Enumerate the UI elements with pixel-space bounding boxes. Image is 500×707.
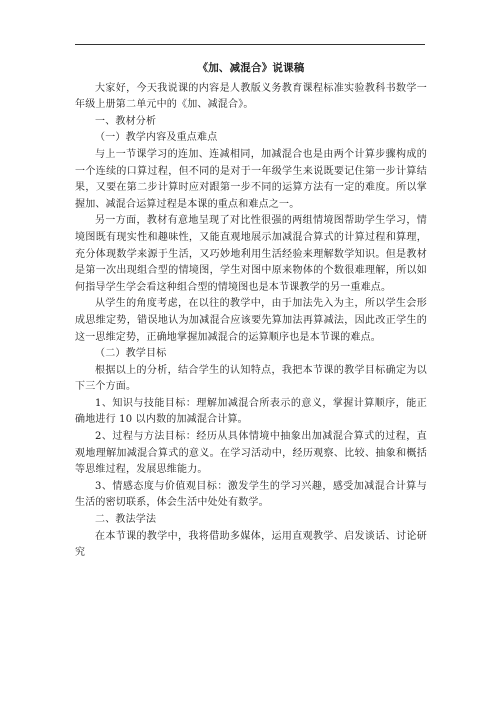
document-body (75, 60, 427, 562)
document-title: 《加、减混合》说课稿 (197, 62, 305, 74)
subsection-heading-content-focus: （一）教学内容及重点难点 (95, 132, 218, 144)
section-heading-methods: 二、教法学法 (95, 514, 157, 526)
section-heading-textbook-analysis: 一、教材分析 (95, 115, 157, 127)
paragraph-content-2: 另一方面，教材有意地呈现了对比性很强的两组情境图帮助学生学习，情境图既有现实性和趣味性，又能直观地展示加减混合算式的计算过程和算理，充分体现数学来源于生活，又巧妙地利用生活经验来理解数学知识。但是教材是第一次出现组合型的情境图，学生对图中原来物体的个数很难理解，所以如何指导学生学会看这种组合型的情境图也是本节课教学的另一重难点。 (75, 215, 427, 293)
paragraph-methods: 在本节课的教学中，我将借助多媒体，运用直观教学、启发谈话、讨论研究 (75, 530, 427, 559)
paragraph-intro: 大家好，今天我说课的内容是人教版义务教育课程标准实验教科书数学一年级上册第二单元中的《加、减混合》。 (75, 82, 427, 111)
paragraph-content-1: 与上一节课学习的连加、连减相同，加减混合也是由两个计算步骤构成的一个连续的口算过程，但不同的是对于一年级学生来说既要记住第一步计算结果，又要在第二步计算时应对跟第一步不同的运算方法有一定的难度。所以掌握加、减混合运算过程是本课的重点和难点之一。 (75, 148, 427, 210)
paragraph-content-3: 从学生的角度考虑，在以往的教学中，由于加法先入为主，所以学生会形成思维定势，错误地认为加减混合应该要先算加法再算减法，因此改正学生的这一思维定势，正确地掌握加减混合的运算顺序也是本节课的难点。 (75, 298, 427, 343)
paragraph-objectives-intro: 根据以上的分析，结合学生的认知特点，我把本节课的教学目标确定为以下三个方面。 (75, 364, 427, 393)
subsection-heading-objectives: （二）教学目标 (95, 348, 167, 360)
header-rule (75, 44, 425, 45)
paragraph-objective-3: 3、情感态度与价值观目标：激发学生的学习兴趣，感受加减混合计算与生活的密切联系，体会生活中处处有数学。 (75, 480, 427, 509)
paragraph-objective-2: 2、过程与方法目标：经历从具体情境中抽象出加减混合算式的过程，直观地理解加减混合算式的意义。在学习活动中，经历观察、比较、抽象和概括等思维过程，发展思维能力。 (75, 431, 427, 476)
paragraph-objective-1: 1、知识与技能目标：理解加减混合所表示的意义，掌握计算顺序，能正确地进行 10 以内数的加减混合计算。 (75, 397, 427, 426)
